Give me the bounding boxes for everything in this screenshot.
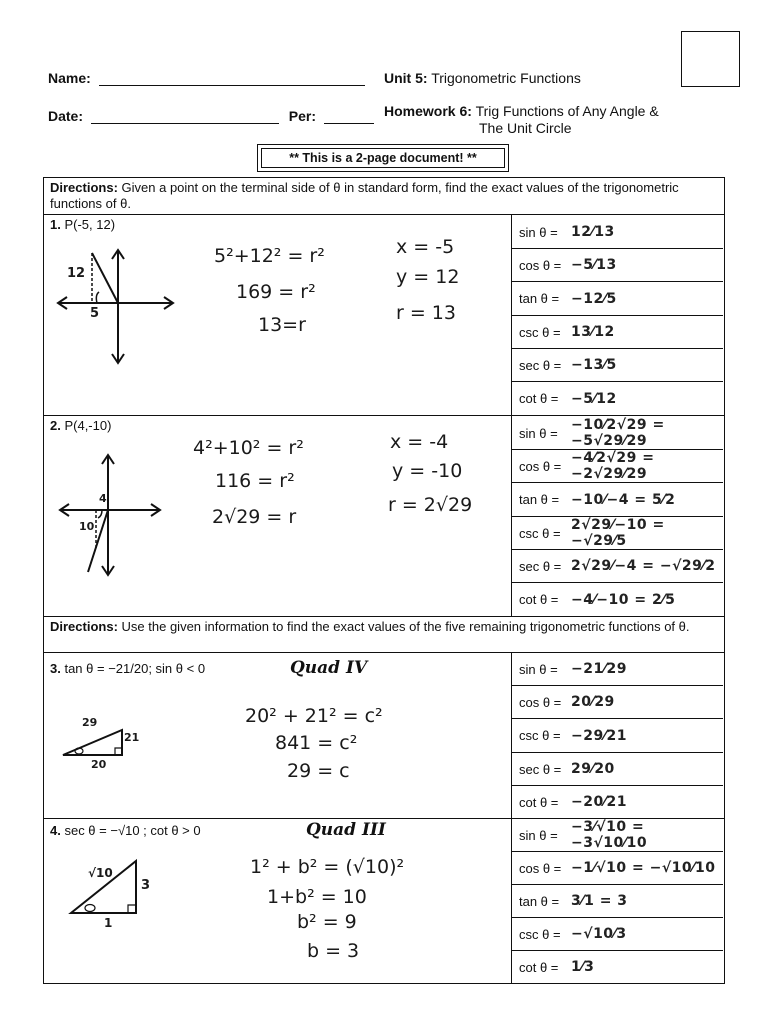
answer-label: csc θ =: [519, 926, 561, 942]
answer-row: [511, 483, 723, 517]
answer-value: −21⁄29: [571, 661, 628, 677]
homework-name-line1: Trig Functions of Any Angle &: [475, 103, 659, 119]
answer-row: [511, 583, 723, 616]
triangle-label-adj: 20: [91, 758, 107, 771]
problem-4-work-2: 1+b² = 10: [267, 886, 367, 908]
problem-2-work-2: 116 = r²: [215, 470, 295, 492]
date-field: [48, 108, 374, 124]
answer-row: [511, 517, 723, 550]
problem-3-work-3: 29 = c: [287, 760, 350, 782]
answer-label: sin θ =: [519, 827, 558, 843]
answer-label: cot θ =: [519, 959, 559, 975]
problem-4-quadrant: Quad III: [306, 820, 386, 840]
right-angle-mark: [115, 748, 122, 755]
answer-label: csc θ =: [519, 525, 561, 541]
directions-section-1: [43, 177, 725, 215]
problem-3-quadrant: Quad IV: [290, 658, 368, 678]
problem-1-work-2: 169 = r²: [236, 281, 316, 303]
problem-number: 1.: [50, 217, 61, 232]
graph-label-5: 5: [90, 306, 100, 321]
problem-text: tan θ = −21/20; sin θ < 0: [64, 661, 206, 676]
answer-value: 13⁄12: [571, 324, 615, 340]
answer-label: cos θ =: [519, 694, 562, 710]
answer-row: [511, 550, 723, 583]
unit-title: [384, 70, 581, 86]
answer-label: tan θ =: [519, 492, 560, 507]
answer-label: cos θ =: [519, 860, 562, 876]
problem-1-graph: [55, 245, 175, 365]
problem-2-y: y = -10: [392, 460, 463, 482]
answer-value: −29⁄21: [571, 727, 628, 744]
answer-row: [511, 653, 723, 686]
answer-value: −√10⁄3: [571, 926, 627, 942]
answer-value: 2√29⁄−10 = −√29⁄5: [571, 517, 665, 549]
problem-2-r: r = 2√29: [388, 494, 473, 516]
answer-label: tan θ =: [519, 893, 560, 909]
per-label: Per:: [288, 108, 317, 124]
answer-label: cot θ =: [519, 391, 559, 406]
answer-label: cos θ =: [519, 458, 562, 474]
problem-1-work-3: 13=r: [258, 314, 306, 336]
angle-arc: [96, 292, 99, 303]
directions-text: Use the given information to find the exact values of the five remaining trigonometric functions of θ.: [121, 619, 690, 634]
problem-2-graph: [58, 450, 168, 580]
unit-label: Unit 5:: [384, 70, 428, 86]
problem-1-x: x = -5: [396, 236, 455, 258]
answer-label: cot θ =: [519, 592, 559, 607]
answer-value: 1⁄3: [571, 959, 595, 975]
name-field: [48, 70, 365, 86]
answer-row: [511, 719, 723, 753]
answer-label: tan θ =: [519, 291, 560, 306]
answer-label: csc θ =: [519, 728, 561, 743]
problem-text: P(-5, 12): [64, 217, 116, 232]
name-label: Name:: [48, 70, 91, 86]
problem-4-work-3: b² = 9: [297, 911, 357, 933]
answer-label: sin θ =: [519, 425, 558, 441]
answer-value: −10⁄2√29 = −5√29⁄29: [571, 417, 665, 449]
answer-row: [511, 819, 723, 852]
answer-value: −20⁄21: [571, 794, 628, 810]
answer-row: [511, 382, 723, 415]
date-label: Date:: [48, 108, 84, 124]
triangle-label-adj: 1: [104, 916, 113, 930]
problem-1-prompt: [50, 217, 115, 232]
answer-label: sin θ =: [519, 661, 558, 677]
two-page-notice: ** This is a 2-page document! **: [257, 144, 509, 172]
per-blank[interactable]: [324, 109, 374, 124]
directions-label: Directions:: [50, 180, 118, 195]
answer-value: −5⁄13: [571, 257, 617, 273]
answer-row: [511, 753, 723, 786]
answer-label: csc θ =: [519, 324, 561, 340]
problem-2-prompt: [50, 418, 111, 433]
answer-label: sec θ =: [519, 558, 562, 574]
problem-2-work-3: 2√29 = r: [212, 506, 297, 528]
homework-name-line2: The Unit Circle: [479, 120, 572, 136]
problem-3-work-1: 20² + 21² = c²: [245, 705, 383, 727]
problem-3-triangle: [60, 725, 130, 760]
answer-row: [511, 951, 723, 983]
answer-value: −4⁄−10 = 2⁄5: [571, 591, 676, 608]
right-triangle: [63, 730, 122, 755]
problem-number: 2.: [50, 418, 61, 433]
triangle-label-opp: 21: [124, 731, 140, 744]
answer-row: [511, 282, 723, 316]
angle-arc: [98, 510, 102, 518]
answer-label: sec θ =: [519, 357, 562, 373]
problem-text: sec θ = −√10 ; cot θ > 0: [64, 823, 201, 838]
problem-1-y: y = 12: [396, 266, 460, 288]
problem-text: P(4,-10): [64, 418, 112, 433]
directions-text: Given a point on the terminal side of θ in standard form, find the exact values of the trigonometric functions of θ.: [50, 180, 679, 211]
problem-4-work-4: b = 3: [307, 940, 360, 962]
unit-name: Trigonometric Functions: [431, 70, 581, 86]
problem-3-prompt: [50, 661, 205, 676]
answer-value: −1⁄√10 = −√10⁄10: [571, 860, 716, 876]
problem-2-x: x = -4: [390, 431, 449, 453]
problem-2-work-1: 4²+10² = r²: [193, 437, 304, 459]
directions-section-2: [43, 616, 725, 653]
answer-value: −3⁄√10 = −3√10⁄10: [571, 819, 648, 851]
triangle-label-opp: 3: [141, 878, 151, 893]
answer-value: −12⁄5: [571, 290, 617, 307]
answer-value: −5⁄12: [571, 390, 617, 407]
answer-row: [511, 786, 723, 818]
answer-row: [511, 852, 723, 885]
theta-mark: [85, 905, 95, 912]
answer-value: 2√29⁄−4 = −√29⁄2: [571, 558, 716, 574]
problem-4-work-1: 1² + b² = (√10)²: [250, 856, 405, 878]
answer-label: cot θ =: [519, 794, 559, 810]
answer-row: [511, 249, 723, 282]
answer-row: [511, 885, 723, 918]
graph-label-10: 10: [79, 520, 95, 533]
answer-row: [511, 450, 723, 483]
name-blank[interactable]: [99, 71, 365, 86]
answer-value: 12⁄13: [571, 224, 615, 240]
directions-label: Directions:: [50, 619, 118, 634]
answer-label: cos θ =: [519, 257, 562, 273]
answer-row: [511, 349, 723, 382]
triangle-label-hyp: 29: [82, 716, 98, 729]
answer-value: −4⁄2√29 = −2√29⁄29: [571, 450, 655, 482]
score-box: [681, 31, 740, 87]
problem-1-work-1: 5²+12² = r²: [214, 245, 325, 267]
answer-row: [511, 417, 723, 450]
problem-number: 4.: [50, 823, 61, 838]
problem-3-work-2: 841 = c²: [275, 732, 358, 754]
answer-row: [511, 686, 723, 719]
graph-label-12: 12: [67, 266, 86, 281]
answer-row: [511, 216, 723, 249]
answer-label: sec θ =: [519, 761, 562, 777]
answer-value: −10⁄−4 = 5⁄2: [571, 491, 676, 508]
problem-number: 3.: [50, 661, 61, 676]
answer-value: −13⁄5: [571, 357, 617, 373]
homework-label: Homework 6:: [384, 103, 472, 119]
graph-label-4: 4: [99, 492, 107, 505]
answer-label: sin θ =: [519, 224, 558, 240]
triangle-label-hyp: √10: [88, 866, 113, 880]
answer-value: 29⁄20: [571, 761, 615, 777]
date-blank[interactable]: [91, 109, 279, 124]
answer-value: 3⁄1 = 3: [571, 893, 628, 909]
answer-row: [511, 316, 723, 349]
right-angle-mark: [128, 905, 136, 913]
answer-value: 20⁄29: [571, 694, 615, 710]
homework-title: [384, 103, 659, 137]
answer-row: [511, 918, 723, 951]
problem-4-prompt: [50, 823, 201, 838]
problem-1-r: r = 13: [396, 302, 456, 324]
